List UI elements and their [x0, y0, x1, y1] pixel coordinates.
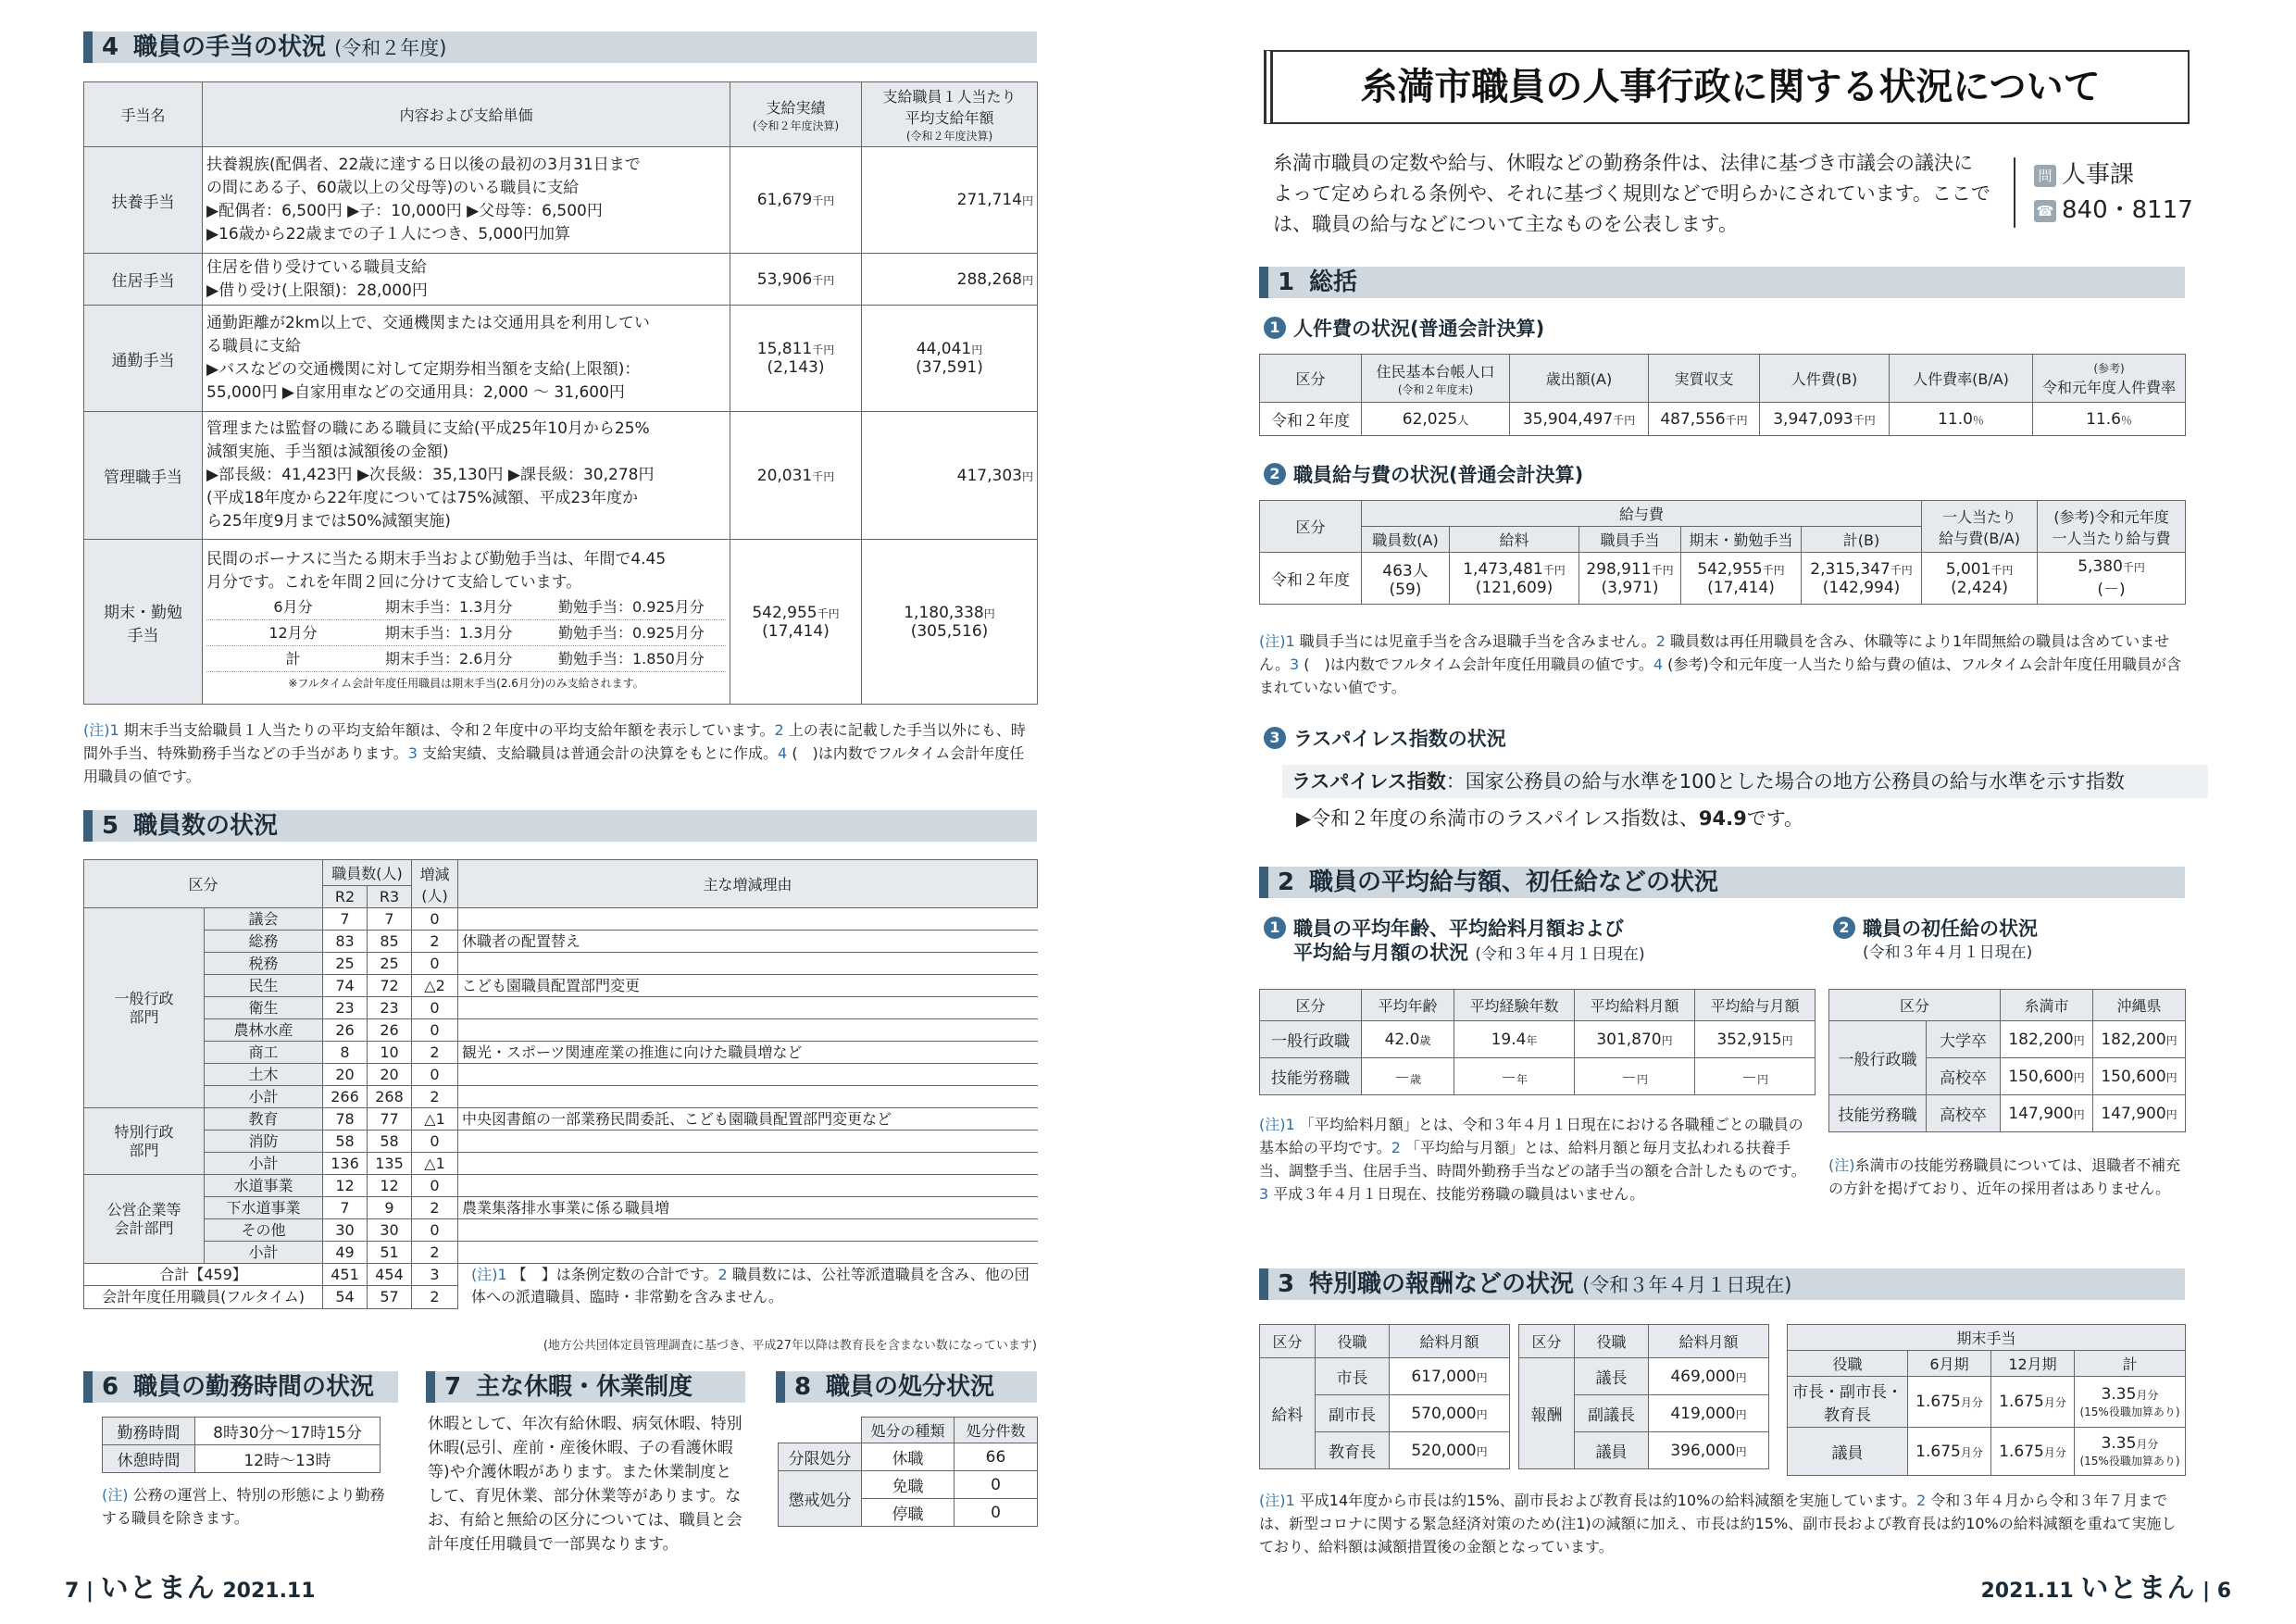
table-row: 下水道事業 7 9 2 農業集落排水事業に係る職員増: [84, 1197, 1038, 1219]
table-row: 一般行政職 大学卒 182,200円 182,200円: [1829, 1021, 2186, 1058]
sub-2-2-note: (注)糸満市の技能労務職員については、退職者不補充の方針を掲げており、近年の採用者はありません。: [1828, 1156, 2181, 1197]
kaikei-row: 会計年度任用職員(フルタイム) 54 57 2: [84, 1286, 1038, 1308]
salary-cost-table: 区分 給与費 一人当たり 給与費(B/A) (参考)令和元年度 一人当たり給与費 職員数(A) 給料 職員手当 期末・勤勉手当 計(B) 令和２年度 463人 (59) 1,473,481千円 (121,609) 298,911千円 (3,971) 542,955千円 (17,414) 2,315,347千円 (142,994) 5,001千円 (2,424) 5,380千円 (－): [1259, 500, 2186, 605]
col-header: 内容および支給単価: [203, 82, 730, 147]
section-6-header: 6 職員の勤務時間の状況: [83, 1371, 398, 1403]
page-title: 糸満市職員の人事行政に関する状況について: [1264, 50, 2190, 124]
section-5-note: (注)1 【 】は条例定数の合計です。2 職員数には、公社等派遣職員を含み、他の団体への派遣職員、臨時・非常勤を含みません。: [471, 1266, 1029, 1305]
laspeyres-result: ▶令和２年度の糸満市のラスパイレス指数は、94.9です。: [1296, 807, 1804, 830]
table-row: 小計 49 51 2: [84, 1242, 1038, 1264]
left-footer: 7 | いとまん 2021.11: [65, 1572, 316, 1605]
average-salary-table: 区分 平均年齢 平均経験年数 平均給料月額 平均給与月額 一般行政職 42.0歳 19.4年 301,870円 352,915円 技能労務職 －歳 －年 －円 －円: [1259, 989, 1816, 1095]
section-2-header: 2 職員の平均給与額、初任給などの状況: [1259, 867, 2185, 898]
table-row: 消防 58 58 0: [84, 1131, 1038, 1153]
table-row: 特別行政 部門 教育 78 77 △1 中央図書館の一部業務民間委託、こども園職員配置部門変更など: [84, 1108, 1038, 1131]
table-row: 民生 74 72 △2 こども園職員配置部門変更: [84, 975, 1038, 997]
right-footer: 2021.11 いとまん | 6: [1980, 1572, 2231, 1605]
col-header: 手当名: [84, 82, 203, 147]
section-1-header: 1 総括: [1259, 267, 2185, 298]
col-header: 職員数(人): [323, 860, 412, 886]
table-row: 小計 266 268 2: [84, 1086, 1038, 1108]
section-7-text: 休暇として、年次有給休暇、病気休暇、特別休暇(忌引、産前・産後休暇、子の看護休暇等)や介護休暇があります。また休業制度として、育児休業、部分休業等があります。なお、有給と無給の区分については、職員と会計年度任用職員で一部異なります。: [428, 1415, 742, 1554]
table-row: 技能労務職 高校卒 147,900円 147,900円: [1829, 1095, 2186, 1132]
question-icon: 問: [2034, 165, 2056, 187]
table-row: 商工 8 10 2 観光・スポーツ関連産業の推進に向けた職員増など: [84, 1042, 1038, 1064]
col-header: 支給実績 (令和２年度決算): [730, 82, 862, 147]
sub-1-3-title: 3 ラスパイレス指数の状況: [1264, 727, 1506, 751]
col-header: 増減 (人): [412, 860, 458, 908]
col-header: 主な増減理由: [458, 860, 1038, 908]
table-row: 期末・勤勉 手当 民間のボーナスに当たる期末手当および勤勉手当は、年間で4.45 月分です。これを年間２回に分けて支給しています。 6月分 期末手当：1.3月分 勤勉手当：0.925月分 12月分 期末手当：1.3月分 勤勉手当：0.925月分 計 期末手当：2.6月分 勤勉手当：1.850月分 ※フルタイム会計年度任用職員は期末手当(2.6月分)のみ支給されます。 542,955千円 (17,414) 1,180,338円 (305,516): [84, 540, 1038, 705]
table-row: 公営企業等 会計部門 水道事業 12 12 0: [84, 1175, 1038, 1197]
section-4-header: 4 職員の手当の状況 (令和２年度): [83, 31, 1037, 63]
contact-box: 問 人事課 ☎ 840・8117: [2014, 157, 2193, 228]
work-hours-table: 勤務時間 8時30分～17時15分 休憩時間 12時～13時: [102, 1417, 381, 1473]
council-pay-table: 区分 役職 給料月額 報酬 議長 469,000円 副議長 419,000円 議員 396,000円: [1518, 1324, 1769, 1469]
sub-1-2-title: 2 職員給与費の状況(普通会計決算): [1264, 463, 1583, 487]
department-group: 公営企業等 会計部門: [84, 1175, 205, 1264]
phone-icon: ☎: [2034, 200, 2056, 222]
intro-text: 糸満市職員の定数や給与、休暇などの勤務条件は、法律に基づき市議会の議決によって定められる条例や、それに基づく規則などで明らかにされています。ここでは、職員の給与などについて主なものを公表します。: [1273, 152, 1990, 235]
section-5-smallnote: (地方公共団体定員管理調査に基づき、平成27年以降は教育長を含まない数になっています): [543, 1339, 1037, 1353]
department-group: 一般行政 部門: [84, 908, 205, 1108]
table-row: 扶養手当 扶養親族(配偶者、22歳に達する日以後の最初の3月31日まで の間にある子、60歳以上の父母等)のいる職員に支給 ▶配偶者：6,500円 ▶子：10,000円 ▶父母等：6,500円 ▶16歳から22歳までの子１人につき、5,000円加算 61,679千円 271,714円: [84, 147, 1038, 254]
table-row: 一般行政職 42.0歳 19.4年 301,870円 352,915円: [1260, 1021, 1816, 1058]
section-5-header: 5 職員数の状況: [83, 810, 1037, 842]
table-row: 衛生 23 23 0: [84, 997, 1038, 1019]
table-row: 一般行政 部門 議会 7 7 0: [84, 908, 1038, 931]
sub-2-1-note: (注)1 「平均給料月額」とは、令和３年４月１日現在における各職種ごとの職員の基本給の平均です。2 「平均給与月額」とは、給料月額と毎月支払われる扶養手当、調整手当、住居手当、時間外勤務手当などの諸手当の額を合計したものです。3 平成３年４月１日現在、技能労務職の職員はいません。: [1259, 1116, 1806, 1203]
sub-2-2-title: 2 職員の初任給の状況 (令和３年４月１日現在): [1833, 917, 2038, 965]
bonus-schedule: 6月分 期末手当：1.3月分 勤勉手当：0.925月分 12月分 期末手当：1.3月分 勤勉手当：0.925月分 計 期末手当：2.6月分 勤勉手当：1.850月分: [206, 594, 726, 672]
total-row: 合計【459】 451 454 3 (注)1 【 】は条例定数の合計です。2 職員数には、公社等派遣職員を含み、他の団体への派遣職員、臨時・非常勤を含みません。: [84, 1264, 1038, 1286]
table-row: 高校卒 150,600円 150,600円: [1829, 1058, 2186, 1095]
section-3-note: (注)1 平成14年度から市長は約15%、副市長および教育長は約10%の給料減額を実施しています。2 令和３年４月から令和３年７月までは、新型コロナに関する緊急経済対策のため(注1)の減額に加え、市長は約15%、副市長および教育長は約10%の給料減額を重ねて実施しており、給料額は減額措置後の金額となっています。: [1259, 1492, 2177, 1555]
col-header: 支給職員１人当たり 平均支給年額 (令和２年度決算): [862, 82, 1038, 147]
discipline-table: 処分の種類 処分件数 分限処分 休職 66 懲戒処分 免職 0 停職 0: [778, 1417, 1038, 1527]
personnel-cost-table: 区分 住民基本台帳人口 (令和２年度末) 歳出額(A) 実質収支 人件費(B) 人件費率(B/A) (参考) 令和元年度人件費率 令和２年度 62,025人 35,904,497千円 487,556千円 3,947,093千円 11.0％ 11.6％: [1259, 354, 2186, 436]
department-group: 特別行政 部門: [84, 1108, 205, 1175]
table-row: 農林水産 26 26 0: [84, 1019, 1038, 1042]
table-row: 令和２年度 463人 (59) 1,473,481千円 (121,609) 298,911千円 (3,971) 542,955千円 (17,414) 2,315,347千円 (142,994) 5,001千円 (2,424) 5,380千円 (－): [1260, 553, 2186, 605]
col-header: 区分: [84, 860, 323, 908]
special-bonus-table: 期末手当 役職 6月期 12月期 計 市長・副市長・ 教育長 1.675月分 1.675月分 3.35月分 (15%役職加算あり) 議員 1.675月分 1.675月分 3.35月分 (15%役職加算あり): [1787, 1324, 2186, 1476]
staff-count-table: 区分 職員数(人) 増減 (人) 主な増減理由 R2 R3 一般行政 部門 議会 7 7 0 総務 83 85 2 休職者の配置替え 税務 25 25 0 民生 74 72 △2 こども園職員配置部門変更 衛生 23 23 0 農林水産 26 26 0 商工 8 10 2 観光・スポーツ関連産業の推進に向けた職員増など 土木 20 20 0 小計 266 268 2 特別行政 部門 教育 78 77 △1 中央図書館の一部業務民間委託、こども園職員配置部門変更など 消防 58 58 0 小計 136 135 △1 公営企業等 会計部門 水道事業 12 12 0 下水道事業 7 9 2 農業集落排水事業に係る職員増 その他 30 30 0 小計 49 51 2 合計【459】 451 454 3 (注)1 【 】は条例定数の合計です。2 職員数には、公社等派遣職員を含み、他の団体への派遣職員、臨時・非常勤を含みません。 会計年度任用職員(フルタイム) 54 57 2: [83, 859, 1038, 1309]
starting-salary-table: 区分 糸満市 沖縄県 一般行政職 大学卒 182,200円 182,200円 高校卒 150,600円 150,600円 技能労務職 高校卒 147,900円 147,900円: [1828, 989, 2186, 1132]
table-row: 技能労務職 －歳 －年 －円 －円: [1260, 1058, 1816, 1095]
sub-2-1-title: 1 職員の平均年齢、平均給料月額および 平均給与月額の状況 (令和３年４月１日現在): [1264, 917, 1645, 967]
special-salary-table: 区分 役職 給料月額 給料 市長 617,000円 副市長 570,000円 教育長 520,000円: [1259, 1324, 1510, 1469]
table-row: 管理職手当 管理または監督の職にある職員に支給(平成25年10月から25% 減額実施、手当額は減額後の金額) ▶部長級：41,423円 ▶次長級：35,130円 ▶課長級：30,278円 (平成18年度から22年度については75%減額、平成23年度か ら25年度9月までは50%減額実施) 20,031千円 417,303円: [84, 412, 1038, 540]
table-row: 小計 136 135 △1: [84, 1153, 1038, 1175]
right-page: [1148, 0, 2296, 1624]
laspeyres-definition: ラスパイレス指数：国家公務員の給与水準を100とした場合の地方公務員の給与水準を示す指数: [1282, 765, 2208, 798]
sub-1-1-title: 1 人件費の状況(普通会計決算): [1264, 317, 1544, 341]
section-7-header: 7 主な休暇・休業制度: [426, 1371, 745, 1403]
table-row: 総務 83 85 2 休職者の配置替え: [84, 931, 1038, 953]
table-row: 税務 25 25 0: [84, 953, 1038, 975]
table-row: 通勤手当 通勤距離が2km以上で、交通機関または交通用具を利用してい る職員に支給 ▶バスなどの交通機関に対して定期券相当額を支給(上限額)： 55,000円 ▶自家用車などの交通用具：2,000 ～ 31,600円 15,811千円 (2,143) 44,041円 (37,591): [84, 306, 1038, 412]
allowance-table: [83, 81, 1038, 705]
section-3-header: 3 特別職の報酬などの状況 (令和３年４月１日現在): [1259, 1268, 2185, 1300]
section-4-note: (注)1 期末手当支給職員１人当たりの平均支給年額は、令和２年度中の平均支給年額を表示しています。2 上の表に記載した手当以外にも、時間外手当、特殊勤務手当などの手当があります。3 支給実績、支給職員は普通会計の決算をもとに作成。4 ( )は内数でフルタイム会計年度任用職員の値です。: [83, 721, 1026, 785]
sub-1-2-note: (注)1 職員手当には児童手当を含み退職手当を含みません。2 職員数は再任用職員を含み、休職等により1年間無給の職員は含めていません。3 ( )は内数でフルタイム会計年度任用職員の値です。4 (参考)令和元年度一人当たり給与費の値は、フルタイム会計年度任用職員が含まれていない値です。: [1259, 632, 2182, 696]
table-row: その他 30 30 0: [84, 1219, 1038, 1242]
section-8-header: 8 職員の処分状況: [776, 1371, 1037, 1403]
table-row: 令和２年度 62,025人 35,904,497千円 487,556千円 3,947,093千円 11.0％ 11.6％: [1260, 403, 2186, 436]
section-6-note: (注) 公務の運営上、特別の形態により勤務する職員を除きます。: [102, 1486, 385, 1527]
table-row: 土木 20 20 0: [84, 1064, 1038, 1086]
table-row: 住居手当 住居を借り受けている職員支給 ▶借り受け(上限額)：28,000円 53,906千円 288,268円: [84, 254, 1038, 306]
